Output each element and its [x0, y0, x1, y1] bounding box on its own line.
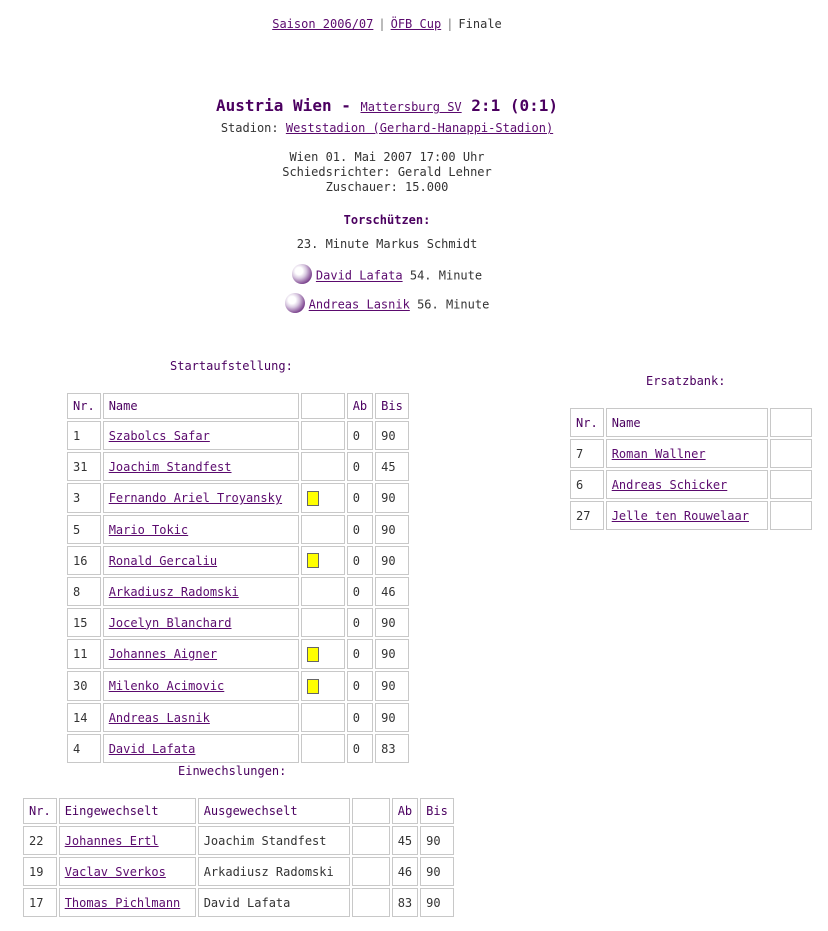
minute-to: 83 [375, 734, 409, 763]
minute-from: 0 [347, 639, 373, 669]
table-row [67, 421, 409, 450]
player-name-link[interactable]: David Lafata [108, 741, 196, 756]
player-name-link[interactable]: Fernando Ariel Troyansky [108, 491, 283, 505]
minute-to: 90 [420, 888, 454, 917]
player-name-link[interactable]: Joachim Standfest [108, 459, 232, 474]
goal-minute: 56. Minute [417, 297, 490, 312]
table-row [67, 483, 409, 513]
minute-from: 0 [347, 483, 373, 513]
minute-from: 0 [347, 452, 373, 481]
table-row [67, 671, 409, 701]
minute-from: 46 [392, 857, 418, 886]
player-name-cell [103, 734, 299, 763]
col-ab: Ab [347, 393, 373, 419]
player-number: 11 [67, 639, 101, 669]
minute-to: 45 [375, 452, 409, 481]
player-name-link[interactable]: Jelle ten Rouwelaar [611, 508, 749, 523]
col-nr: Nr. [67, 393, 101, 419]
minute-from: 0 [347, 421, 373, 450]
card-cell [301, 703, 345, 732]
season-link[interactable]: Saison 2006/07 [272, 17, 374, 31]
player-name-link[interactable]: Szabolcs Safar [108, 428, 210, 443]
player-name-link[interactable]: Roman Wallner [611, 446, 706, 461]
match-score: 2:1 (0:1) [471, 96, 558, 115]
player-out: David Lafata [198, 888, 350, 917]
minute-from: 0 [347, 608, 373, 637]
empty-cell [770, 470, 812, 499]
table-row [570, 470, 812, 499]
minute-to: 90 [375, 608, 409, 637]
referee-line: Schiedsrichter: Gerald Lehner [282, 165, 492, 179]
goal-text: 23. Minute Markus Schmidt [296, 237, 478, 251]
minute-to: 90 [375, 639, 409, 669]
player-in-link[interactable]: Johannes Ertl [64, 833, 159, 848]
card-cell [301, 421, 345, 450]
player-name-cell [103, 515, 299, 544]
minute-from: 0 [347, 734, 373, 763]
col-extra [770, 408, 812, 437]
card-cell [301, 546, 345, 575]
table-header-row [67, 393, 409, 419]
minute-to: 90 [375, 421, 409, 450]
player-in-cell [59, 857, 196, 886]
player-in-cell [59, 826, 196, 855]
player-name-cell [103, 546, 299, 575]
player-out: Joachim Standfest [198, 826, 350, 855]
minute-from: 83 [392, 888, 418, 917]
player-number: 8 [67, 577, 101, 606]
lineup-table [65, 391, 411, 765]
table-row [67, 577, 409, 606]
card-cell [301, 671, 345, 701]
minute-to: 90 [375, 671, 409, 701]
goal-minute: 54. Minute [409, 268, 483, 283]
minute-from: 0 [347, 515, 373, 544]
minute-from: 0 [347, 546, 373, 575]
player-number: 7 [570, 439, 604, 468]
home-team: Austria Wien [215, 96, 332, 115]
card-cell [301, 515, 345, 544]
minute-to: 90 [420, 857, 454, 886]
player-number: 16 [67, 546, 101, 575]
yellow-card-icon [307, 647, 319, 662]
table-row [570, 501, 812, 530]
table-row [23, 826, 454, 855]
table-row [67, 515, 409, 544]
subs-table [21, 796, 456, 919]
player-in-link[interactable]: Vaclav Sverkos [64, 864, 166, 879]
bench-table [568, 406, 814, 532]
minute-from: 0 [347, 703, 373, 732]
player-number: 3 [67, 483, 101, 513]
player-out: Arkadiusz Radomski [198, 857, 350, 886]
card-cell [301, 639, 345, 669]
date-line: Wien 01. Mai 2007 17:00 Uhr [289, 150, 485, 164]
col-name: Name [606, 408, 768, 437]
scorers-title: Torschützen: [343, 213, 431, 227]
player-name-cell [103, 671, 299, 701]
card-cell [301, 577, 345, 606]
bench-title: Ersatzbank: [646, 374, 726, 388]
goal-entry [0, 295, 774, 315]
goal-entry [0, 266, 774, 286]
stadium-line [0, 121, 774, 135]
away-team-link[interactable]: Mattersburg SV [360, 100, 462, 114]
stadium-label: Stadion: [220, 121, 279, 135]
player-name-cell [606, 470, 768, 499]
football-icon [285, 293, 305, 313]
spectators-line: Zuschauer: 15.000 [325, 180, 449, 194]
table-row [570, 439, 812, 468]
player-name-link[interactable]: Jocelyn Blanchard [108, 615, 232, 630]
table-header-row [570, 408, 812, 437]
minute-to: 46 [375, 577, 409, 606]
player-number: 22 [23, 826, 57, 855]
col-card [352, 798, 390, 824]
table-row [67, 734, 409, 763]
competition-link[interactable]: ÖFB Cup [390, 17, 442, 31]
scorer-link[interactable]: David Lafata [315, 268, 403, 283]
yellow-card-icon [307, 553, 319, 568]
player-number: 31 [67, 452, 101, 481]
table-row [67, 546, 409, 575]
col-card [301, 393, 345, 419]
table-row [67, 703, 409, 732]
separator: | [446, 17, 454, 31]
player-number: 17 [23, 888, 57, 917]
player-name-cell [606, 501, 768, 530]
match-title [0, 96, 774, 115]
table-row [67, 608, 409, 637]
empty-cell [770, 439, 812, 468]
col-name: Name [103, 393, 299, 419]
player-name-link[interactable]: Mario Tokic [108, 522, 189, 537]
card-cell [301, 608, 345, 637]
player-name-link[interactable]: Ronald Gercaliu [108, 553, 218, 568]
breadcrumb [0, 17, 774, 31]
player-number: 5 [67, 515, 101, 544]
lineup-title: Startaufstellung: [170, 359, 293, 373]
minute-from: 0 [347, 671, 373, 701]
minute-to: 90 [375, 483, 409, 513]
col-ab: Ab [392, 798, 418, 824]
player-name-link[interactable]: Andreas Schicker [611, 477, 728, 492]
yellow-card-icon [307, 491, 319, 506]
match-info [0, 150, 774, 195]
player-number: 4 [67, 734, 101, 763]
col-bis: Bis [375, 393, 409, 419]
yellow-card-icon [307, 679, 319, 694]
table-row [23, 888, 454, 917]
col-nr: Nr. [570, 408, 604, 437]
table-row [67, 639, 409, 669]
player-name-link[interactable]: Milenko Acimovic [108, 679, 225, 693]
player-number: 1 [67, 421, 101, 450]
player-name-cell [103, 421, 299, 450]
title-dash: - [341, 96, 351, 115]
card-cell [301, 452, 345, 481]
card-cell [352, 857, 390, 886]
table-row [67, 452, 409, 481]
player-name-cell [103, 703, 299, 732]
card-cell [301, 734, 345, 763]
subs-title: Einwechslungen: [178, 764, 287, 778]
col-nr: Nr. [23, 798, 57, 824]
card-cell [352, 888, 390, 917]
table-header-row [23, 798, 454, 824]
stadium-link[interactable]: Weststadion (Gerhard-Hanappi-Stadion) [285, 121, 554, 135]
player-in-link[interactable]: Thomas Pichlmann [64, 895, 181, 910]
col-in: Eingewechselt [59, 798, 196, 824]
player-number: 19 [23, 857, 57, 886]
player-name-link[interactable]: Andreas Lasnik [108, 710, 210, 725]
player-in-cell [59, 888, 196, 917]
player-number: 15 [67, 608, 101, 637]
table-row [23, 857, 454, 886]
player-name-link[interactable]: Arkadiusz Radomski [108, 584, 239, 599]
minute-to: 90 [375, 546, 409, 575]
player-number: 27 [570, 501, 604, 530]
player-name-link[interactable]: Johannes Aigner [108, 647, 218, 661]
player-name-cell [103, 639, 299, 669]
player-name-cell [103, 577, 299, 606]
player-number: 14 [67, 703, 101, 732]
player-name-cell [103, 452, 299, 481]
minute-from: 0 [347, 577, 373, 606]
minute-from: 45 [392, 826, 418, 855]
minute-to: 90 [420, 826, 454, 855]
goal-entry [0, 237, 774, 251]
round-label: Finale [458, 17, 502, 31]
card-cell [301, 483, 345, 513]
col-out: Ausgewechselt [198, 798, 350, 824]
col-bis: Bis [420, 798, 454, 824]
minute-to: 90 [375, 703, 409, 732]
football-icon [292, 264, 312, 284]
separator: | [378, 17, 386, 31]
player-name-cell [606, 439, 768, 468]
empty-cell [770, 501, 812, 530]
minute-to: 90 [375, 515, 409, 544]
player-number: 30 [67, 671, 101, 701]
card-cell [352, 826, 390, 855]
player-number: 6 [570, 470, 604, 499]
player-name-cell [103, 483, 299, 513]
player-name-cell [103, 608, 299, 637]
scorer-link[interactable]: Andreas Lasnik [308, 297, 410, 312]
